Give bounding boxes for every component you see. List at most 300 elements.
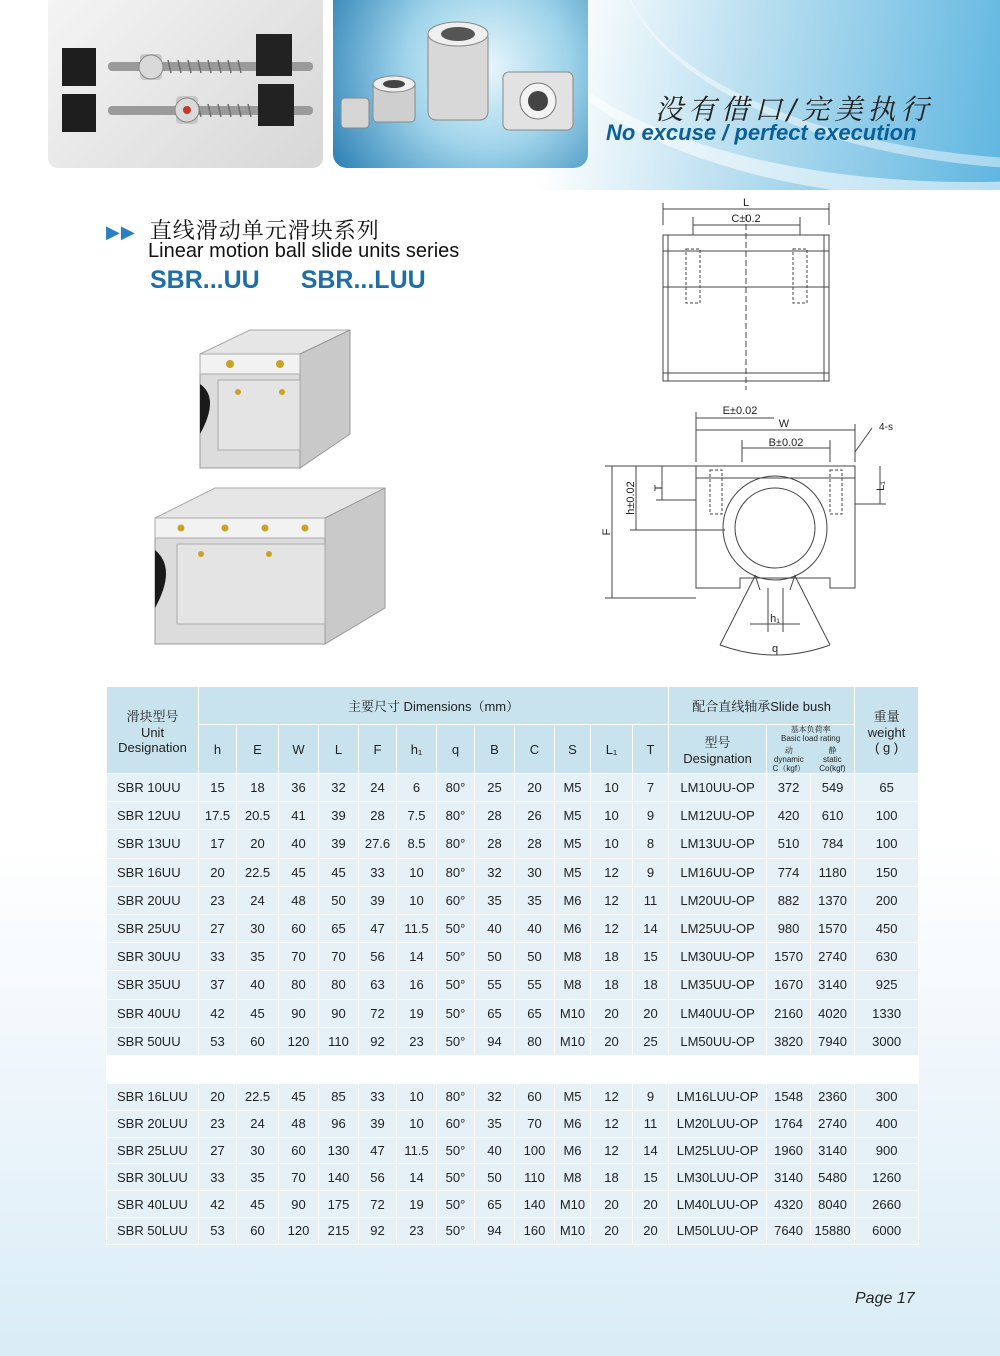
table-cell: 55 [515,971,555,999]
table-cell: 45 [319,858,359,886]
table-cell: 53 [199,1027,237,1055]
table-cell: 92 [359,1027,397,1055]
table-cell: 15 [199,774,237,802]
table-cell: M8 [555,971,591,999]
table-row [107,999,919,1027]
table-cell: 23 [199,1110,237,1137]
table-cell: 140 [515,1191,555,1218]
table-cell: 140 [319,1164,359,1191]
table-cell: 774 [767,858,811,886]
table-cell: LM50UU-OP [669,1027,767,1055]
table-cell: LM12UU-OP [669,802,767,830]
load-rating-header: 基本负荷率 Basic load rating 动 dynamic C（kgf） 静 static Co(kgf) [767,725,855,774]
unit-designation-cell: SBR 25LUU [107,1137,199,1164]
table-cell: 20 [591,1191,633,1218]
unit-designation-cell: SBR 12UU [107,802,199,830]
col-header-3: L [319,725,359,774]
table-cell: 18 [237,774,279,802]
table-cell: 70 [279,943,319,971]
table-cell: 27 [199,1137,237,1164]
table-cell: 22.5 [237,1084,279,1111]
table-cell: 175 [319,1191,359,1218]
table-cell: 510 [767,830,811,858]
table-cell: 7.5 [397,802,437,830]
table-cell: 14 [397,1164,437,1191]
unit-designation-cell: SBR 20UU [107,886,199,914]
table-cell: 120 [279,1027,319,1055]
table-cell: LM20UU-OP [669,886,767,914]
table-cell: 3820 [767,1027,811,1055]
dim-E: E±0.02 [722,405,758,417]
table-cell: 48 [279,1110,319,1137]
table-cell: 2740 [811,943,855,971]
table-cell: 20 [591,999,633,1027]
table-cell: 26 [515,802,555,830]
col-header-1: E [237,725,279,774]
col-header-11: T [633,725,669,774]
col-header-4: F [359,725,397,774]
table-cell: 11 [633,886,669,914]
table-cell: LM30UU-OP [669,943,767,971]
unit-designation-cell: SBR 35UU [107,971,199,999]
bush-designation-header: 型号 Designation [669,725,767,774]
table-cell: 110 [515,1164,555,1191]
table-cell: 110 [319,1027,359,1055]
table-cell: LM35UU-OP [669,971,767,999]
table-cell: 40 [475,914,515,942]
table-cell: 45 [237,1191,279,1218]
col-header-10: L₁ [591,725,633,774]
table-cell: 28 [515,830,555,858]
table-cell: 22.5 [237,858,279,886]
slogan-chinese: 没有借口/完美执行 [655,93,934,126]
table-cell: M10 [555,1027,591,1055]
dim-L1: L₁ [875,481,887,491]
table-cell: 50° [437,1027,475,1055]
table-cell: LM40LUU-OP [669,1191,767,1218]
table-cell: 10 [397,1084,437,1111]
table-cell: 33 [359,1084,397,1111]
table-cell: 42 [199,1191,237,1218]
table-cell: 65 [855,774,919,802]
table-cell: 3000 [855,1027,919,1055]
model-luu: SBR...LUU [300,266,426,294]
table-cell: LM25LUU-OP [669,1137,767,1164]
table-cell: 72 [359,1191,397,1218]
table-cell: LM50LUU-OP [669,1218,767,1245]
table-cell: 33 [199,943,237,971]
table-cell: 45 [237,999,279,1027]
model-uu: SBR...UU [150,266,260,294]
table-cell: 130 [319,1137,359,1164]
table-cell: 20 [199,1084,237,1111]
table-cell: 160 [515,1218,555,1245]
table-cell: 41 [279,802,319,830]
table-cell: 47 [359,914,397,942]
table-cell: 27.6 [359,830,397,858]
table-cell: 30 [237,1137,279,1164]
table-cell: LM20LUU-OP [669,1110,767,1137]
table-cell: 70 [515,1110,555,1137]
table-cell: 10 [397,858,437,886]
page-number: Page 17 [855,1290,915,1307]
dim-h: h±0.02 [625,481,637,515]
unit-designation-cell: SBR 30LUU [107,1164,199,1191]
table-row [107,858,919,886]
table-cell: LM40UU-OP [669,999,767,1027]
table-cell: 5480 [811,1164,855,1191]
table-cell: 60 [279,914,319,942]
table-cell: M10 [555,1191,591,1218]
table-cell: LM25UU-OP [669,914,767,942]
table-cell: M5 [555,802,591,830]
table-cell: 11 [633,1110,669,1137]
table-cell: 8 [633,830,669,858]
slide-bush-header: 配合直线轴承Slide bush [669,687,855,725]
table-cell: 200 [855,886,919,914]
table-cell: 40 [515,914,555,942]
table-cell: 28 [359,802,397,830]
table-cell: 10 [591,830,633,858]
table-cell: 60° [437,1110,475,1137]
table-cell: 47 [359,1137,397,1164]
table-cell: 56 [359,943,397,971]
dim-q: q [771,643,779,655]
table-cell: 39 [359,886,397,914]
table-cell: 20 [591,1218,633,1245]
table-cell: 2160 [767,999,811,1027]
table-cell: LM10UU-OP [669,774,767,802]
table-cell: 18 [591,943,633,971]
table-cell: 65 [475,999,515,1027]
table-cell: 450 [855,914,919,942]
table-cell: 20 [237,830,279,858]
table-cell: 925 [855,971,919,999]
table-cell: 8040 [811,1191,855,1218]
table-cell: 20 [633,999,669,1027]
table-cell: 20 [515,774,555,802]
table-cell: 12 [591,858,633,886]
table-cell: 100 [515,1137,555,1164]
table-cell: 39 [319,802,359,830]
table-cell: 94 [475,1027,515,1055]
table-cell: 65 [475,1191,515,1218]
table-cell: 56 [359,1164,397,1191]
table-cell: 1330 [855,999,919,1027]
table-cell: 12 [591,1110,633,1137]
table-cell: 18 [591,1164,633,1191]
table-cell: 10 [397,1110,437,1137]
table-cell: 85 [319,1084,359,1111]
table-row [107,1218,919,1245]
table-cell: 40 [279,830,319,858]
table-cell: 20.5 [237,802,279,830]
table-cell: 50 [319,886,359,914]
table-cell: 7640 [767,1218,811,1245]
table-row [107,971,919,999]
table-cell: LM16UU-OP [669,858,767,886]
table-cell: 2740 [811,1110,855,1137]
table-cell: M10 [555,1218,591,1245]
table-cell: 50° [437,971,475,999]
table-cell: 32 [475,1084,515,1111]
table-cell: 25 [475,774,515,802]
table-cell: 20 [633,1218,669,1245]
unit-designation-cell: SBR 50UU [107,1027,199,1055]
table-cell: 80° [437,802,475,830]
table-cell: 23 [397,1218,437,1245]
dim-T: T [653,484,665,492]
unit-designation-cell: SBR 13UU [107,830,199,858]
table-cell: 40 [237,971,279,999]
table-cell: 32 [319,774,359,802]
table-cell: 12 [591,1084,633,1111]
unit-designation-cell: SBR 20LUU [107,1110,199,1137]
spec-table [106,686,919,1245]
table-cell: 3140 [767,1164,811,1191]
table-cell: 630 [855,943,919,971]
table-cell: 60° [437,886,475,914]
table-cell: 92 [359,1218,397,1245]
table-cell: 1570 [811,914,855,942]
table-cell: 300 [855,1084,919,1111]
table-cell: 16 [397,971,437,999]
dim-W: W [778,418,790,430]
table-cell: 6000 [855,1218,919,1245]
table-cell: 882 [767,886,811,914]
table-cell: 70 [279,1164,319,1191]
table-cell: 20 [633,1191,669,1218]
table-cell: 12 [591,1137,633,1164]
table-cell: 80° [437,830,475,858]
col-header-7: B [475,725,515,774]
table-cell: 32 [475,858,515,886]
table-cell: 10 [397,886,437,914]
table-row [107,774,919,802]
table-cell: M10 [555,999,591,1027]
table-cell: 80 [319,971,359,999]
table-cell: 53 [199,1218,237,1245]
table-cell: 15 [633,943,669,971]
dim-h1: h₁ [770,613,780,625]
unit-designation-cell: SBR 30UU [107,943,199,971]
table-cell: 96 [319,1110,359,1137]
table-cell: 100 [855,830,919,858]
table-cell: M6 [555,914,591,942]
table-row [107,802,919,830]
table-cell: 39 [319,830,359,858]
col-header-6: q [437,725,475,774]
table-cell: 24 [237,1110,279,1137]
unit-designation-cell: SBR 16LUU [107,1084,199,1111]
table-cell: 7940 [811,1027,855,1055]
table-cell: 215 [319,1218,359,1245]
table-cell: 55 [475,971,515,999]
table-cell: 2660 [855,1191,919,1218]
table-cell: 42 [199,999,237,1027]
table-cell: 72 [359,999,397,1027]
table-cell: 19 [397,1191,437,1218]
table-cell: 14 [633,914,669,942]
table-cell: M6 [555,886,591,914]
table-cell: 1370 [811,886,855,914]
col-header-2: W [279,725,319,774]
table-row [107,943,919,971]
table-cell: 610 [811,802,855,830]
unit-designation-cell: SBR 50LUU [107,1218,199,1245]
table-cell: 549 [811,774,855,802]
table-cell: M5 [555,858,591,886]
table-cell: 65 [319,914,359,942]
table-cell: 900 [855,1137,919,1164]
table-cell: 100 [855,802,919,830]
table-cell: 28 [475,802,515,830]
table-cell: M6 [555,1137,591,1164]
table-cell: 14 [397,943,437,971]
linear-bearings-photo [333,0,588,168]
table-cell: 372 [767,774,811,802]
table-cell: 80° [437,858,475,886]
title-models [150,266,550,295]
table-cell: M8 [555,1164,591,1191]
dim-S: 4-s [879,422,893,433]
table-cell: 37 [199,971,237,999]
table-cell: 40 [475,1137,515,1164]
table-cell: 3140 [811,971,855,999]
table-cell: 80 [279,971,319,999]
col-header-8: C [515,725,555,774]
table-row [107,830,919,858]
table-cell: 60 [237,1218,279,1245]
table-cell: 50° [437,914,475,942]
dimensions-header: 主要尺寸 Dimensions（mm） [199,687,669,725]
dim-B: B±0.02 [768,437,804,449]
table-cell: 94 [475,1218,515,1245]
table-row [107,1027,919,1055]
table-cell: 36 [279,774,319,802]
table-row [107,1191,919,1218]
table-cell: M5 [555,774,591,802]
table-row [107,1084,919,1111]
section-title [106,214,460,294]
column-header-row [107,725,919,774]
table-cell: M5 [555,830,591,858]
table-row [107,914,919,942]
col-header-5: h₁ [397,725,437,774]
table-cell: 9 [633,802,669,830]
table-cell: 90 [319,999,359,1027]
table-cell: 50° [437,999,475,1027]
title-chinese: ▶▶ 直线滑动单元滑块系列 [106,218,380,243]
table-cell: 50 [515,943,555,971]
uu-rows [107,774,919,1056]
table-cell: 35 [237,1164,279,1191]
slide-unit-uu-image [190,322,360,477]
table-row [107,1137,919,1164]
title-english: Linear motion ball slide units series [148,240,460,262]
table-cell: 50° [437,943,475,971]
table-cell: LM30LUU-OP [669,1164,767,1191]
table-cell: 70 [319,943,359,971]
ball-screw-photo [48,0,323,168]
table-cell: 4320 [767,1191,811,1218]
table-cell: 90 [279,1191,319,1218]
table-cell: 120 [279,1218,319,1245]
table-cell: 45 [279,858,319,886]
table-cell: LM16LUU-OP [669,1084,767,1111]
table-cell: 50 [475,1164,515,1191]
table-cell: 24 [359,774,397,802]
table-cell: 60 [515,1084,555,1111]
table-cell: 150 [855,858,919,886]
table-cell: 15880 [811,1218,855,1245]
table-cell: 50° [437,1137,475,1164]
table-cell: 80 [515,1027,555,1055]
col-header-0: h [199,725,237,774]
table-cell: 63 [359,971,397,999]
table-cell: M6 [555,1110,591,1137]
table-cell: M5 [555,1084,591,1111]
table-cell: 80° [437,774,475,802]
table-cell: 2360 [811,1084,855,1111]
dim-L: L [742,197,750,209]
table-cell: 50 [475,943,515,971]
luu-rows [107,1084,919,1245]
table-cell: 1670 [767,971,811,999]
table-cell: 420 [767,802,811,830]
table-row [107,1110,919,1137]
table-cell: 50° [437,1191,475,1218]
front-view-drawing [590,400,900,660]
table-cell: 1548 [767,1084,811,1111]
table-row [107,1164,919,1191]
table-cell: 50° [437,1164,475,1191]
table-cell: M8 [555,943,591,971]
table-cell: 30 [515,858,555,886]
table-cell: 3140 [811,1137,855,1164]
table-cell: 1570 [767,943,811,971]
table-cell: 28 [475,830,515,858]
table-cell: 10 [591,802,633,830]
table-cell: 14 [633,1137,669,1164]
table-cell: 15 [633,1164,669,1191]
table-gap [107,1055,919,1083]
table-cell: 39 [359,1110,397,1137]
table-cell: 11.5 [397,914,437,942]
unit-designation-cell: SBR 10UU [107,774,199,802]
table-cell: 45 [279,1084,319,1111]
table-cell: 784 [811,830,855,858]
table-cell: 27 [199,914,237,942]
unit-designation-header: 滑块型号 Unit Designation [107,687,199,774]
table-cell: 4020 [811,999,855,1027]
table-cell: 8.5 [397,830,437,858]
table-cell: 23 [199,886,237,914]
table-cell: 20 [591,1027,633,1055]
table-cell: 20 [199,858,237,886]
table-row [107,886,919,914]
unit-designation-cell: SBR 40LUU [107,1191,199,1218]
table-cell: 1180 [811,858,855,886]
dim-C: C±0.2 [731,213,761,225]
top-view-drawing [640,195,850,395]
slogan-english: No excuse / perfect execution [606,120,917,145]
double-arrow-icon: ▶▶ [106,222,136,242]
table-cell: 7 [633,774,669,802]
slide-unit-luu-image [145,478,395,653]
table-cell: 80° [437,1084,475,1111]
table-cell: 10 [591,774,633,802]
